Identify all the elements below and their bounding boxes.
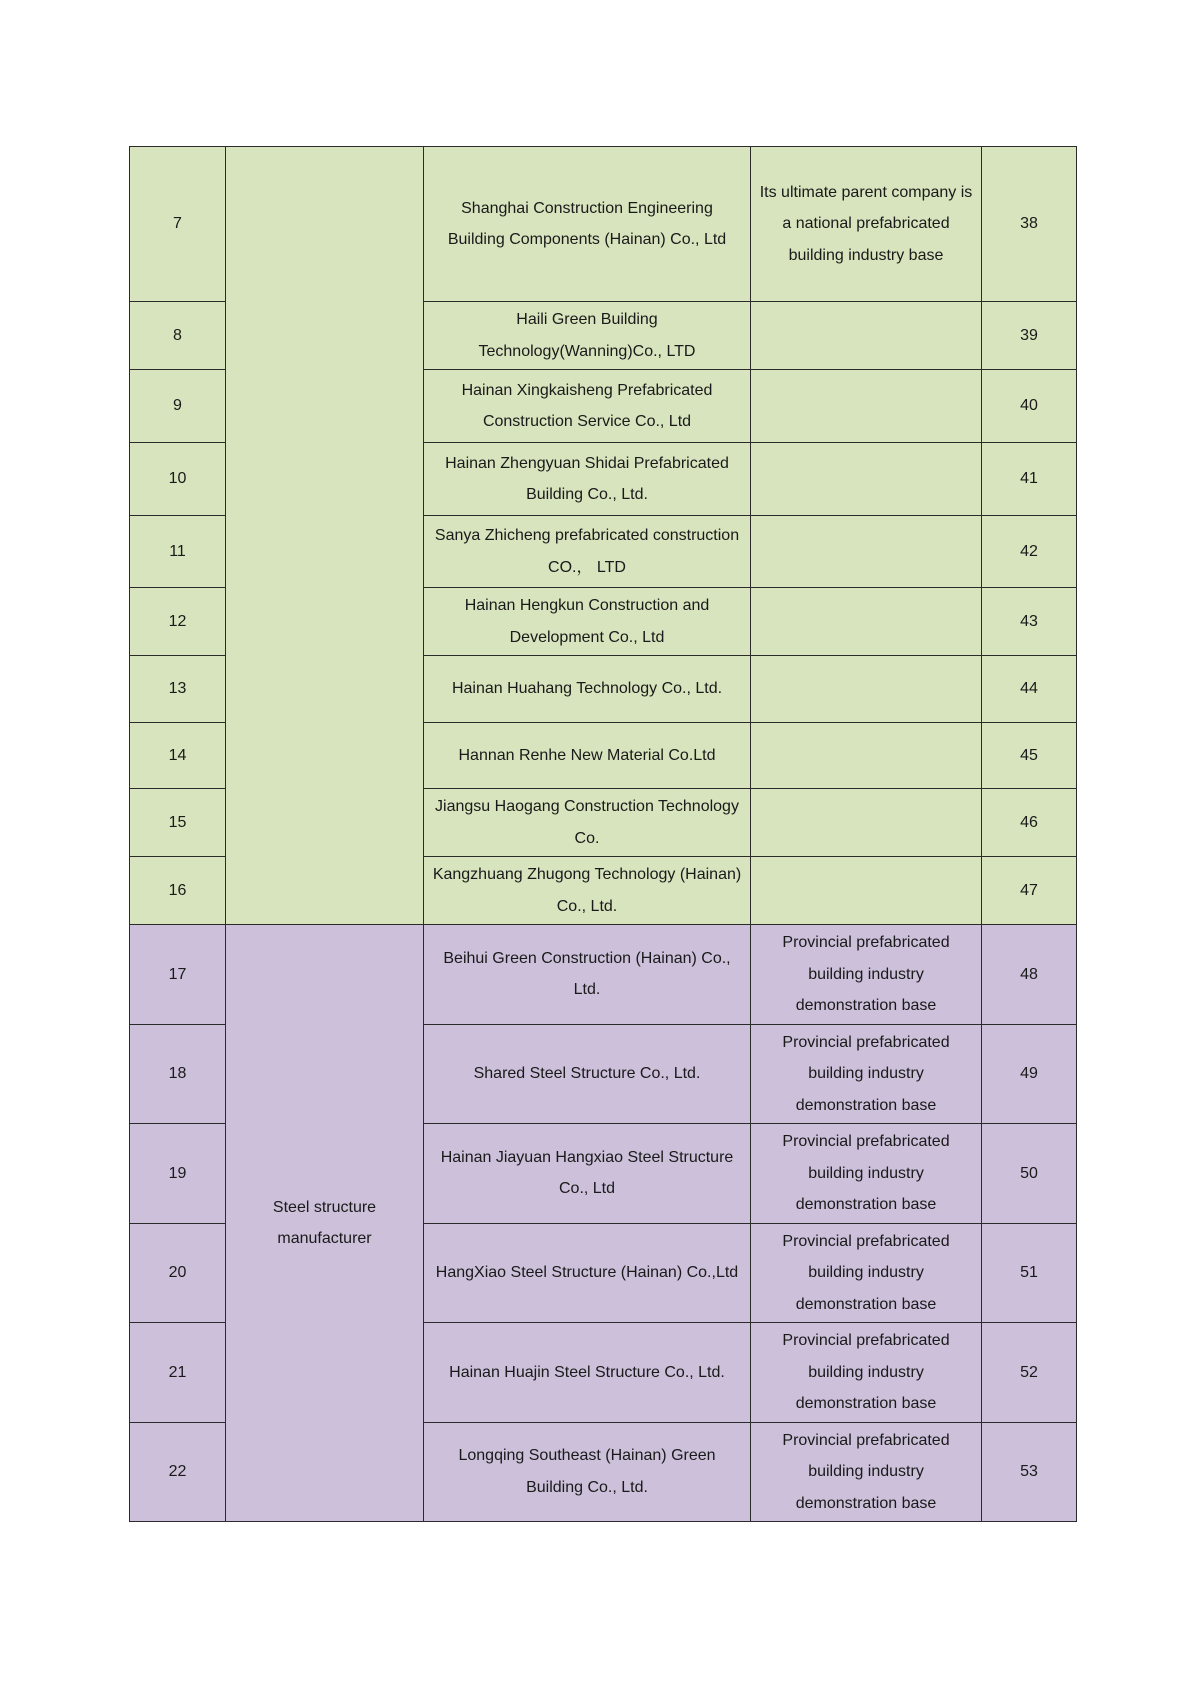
table-body: [130, 147, 1077, 1522]
company-name: Hainan Xingkaisheng Prefabricated Construction Service Co., Ltd: [424, 370, 751, 443]
base-note: Its ultimate parent company is a national prefabricated building industry base: [751, 147, 982, 302]
company-name: Haili Green Building Technology(Wanning)Co., LTD: [424, 302, 751, 370]
company-name: Hainan Huahang Technology Co., Ltd.: [424, 656, 751, 723]
page-number: 39: [982, 302, 1077, 370]
company-name: Beihui Green Construction (Hainan) Co., Ltd.: [424, 925, 751, 1025]
page-number: 52: [982, 1323, 1077, 1423]
base-note: Provincial prefabricated building industry demonstration base: [751, 1422, 982, 1522]
base-note: Provincial prefabricated building industry demonstration base: [751, 1323, 982, 1423]
page-number: 45: [982, 723, 1077, 789]
row-number: 7: [130, 147, 226, 302]
company-name: HangXiao Steel Structure (Hainan) Co.,Ltd: [424, 1223, 751, 1323]
company-name: Longqing Southeast (Hainan) Green Building Co., Ltd.: [424, 1422, 751, 1522]
company-name: Jiangsu Haogang Construction Technology Co.: [424, 789, 751, 857]
base-note: [751, 516, 982, 588]
row-number: 10: [130, 443, 226, 516]
page-number: 41: [982, 443, 1077, 516]
company-name: Hannan Renhe New Material Co.Ltd: [424, 723, 751, 789]
base-note: [751, 588, 982, 656]
row-number: 9: [130, 370, 226, 443]
row-number: 12: [130, 588, 226, 656]
page-number: 49: [982, 1024, 1077, 1124]
page-number: 38: [982, 147, 1077, 302]
row-number: 19: [130, 1124, 226, 1224]
page-number: 40: [982, 370, 1077, 443]
row-number: 17: [130, 925, 226, 1025]
base-note: [751, 857, 982, 925]
page-number: 48: [982, 925, 1077, 1025]
base-note: Provincial prefabricated building industry demonstration base: [751, 925, 982, 1025]
row-number: 14: [130, 723, 226, 789]
company-name: Shanghai Construction Engineering Building Components (Hainan) Co., Ltd: [424, 147, 751, 302]
company-name: Hainan Zhengyuan Shidai Prefabricated Building Co., Ltd.: [424, 443, 751, 516]
category-cell: Steel structure manufacturer: [226, 925, 424, 1522]
row-number: 21: [130, 1323, 226, 1423]
company-name: Hainan Huajin Steel Structure Co., Ltd.: [424, 1323, 751, 1423]
row-number: 13: [130, 656, 226, 723]
row-number: 8: [130, 302, 226, 370]
base-note: Provincial prefabricated building industry demonstration base: [751, 1223, 982, 1323]
base-note: Provincial prefabricated building industry demonstration base: [751, 1024, 982, 1124]
page-number: 53: [982, 1422, 1077, 1522]
page-number: 46: [982, 789, 1077, 857]
page-number: 43: [982, 588, 1077, 656]
base-note: [751, 443, 982, 516]
category-cell: [226, 147, 424, 925]
page-number: 47: [982, 857, 1077, 925]
company-table: [129, 146, 1077, 1522]
table-row: [130, 925, 1077, 1025]
row-number: 11: [130, 516, 226, 588]
page-number: 50: [982, 1124, 1077, 1224]
base-note: [751, 656, 982, 723]
page-number: 51: [982, 1223, 1077, 1323]
row-number: 16: [130, 857, 226, 925]
company-name: Sanya Zhicheng prefabricated construction CO.， LTD: [424, 516, 751, 588]
page-number: 42: [982, 516, 1077, 588]
base-note: [751, 723, 982, 789]
company-name: Shared Steel Structure Co., Ltd.: [424, 1024, 751, 1124]
company-name: Hainan Hengkun Construction and Development Co., Ltd: [424, 588, 751, 656]
company-name: Kangzhuang Zhugong Technology (Hainan) Co., Ltd.: [424, 857, 751, 925]
company-name: Hainan Jiayuan Hangxiao Steel Structure Co., Ltd: [424, 1124, 751, 1224]
page-number: 44: [982, 656, 1077, 723]
base-note: [751, 302, 982, 370]
table-row: [130, 147, 1077, 302]
row-number: 22: [130, 1422, 226, 1522]
base-note: [751, 789, 982, 857]
base-note: Provincial prefabricated building industry demonstration base: [751, 1124, 982, 1224]
row-number: 20: [130, 1223, 226, 1323]
base-note: [751, 370, 982, 443]
row-number: 18: [130, 1024, 226, 1124]
row-number: 15: [130, 789, 226, 857]
